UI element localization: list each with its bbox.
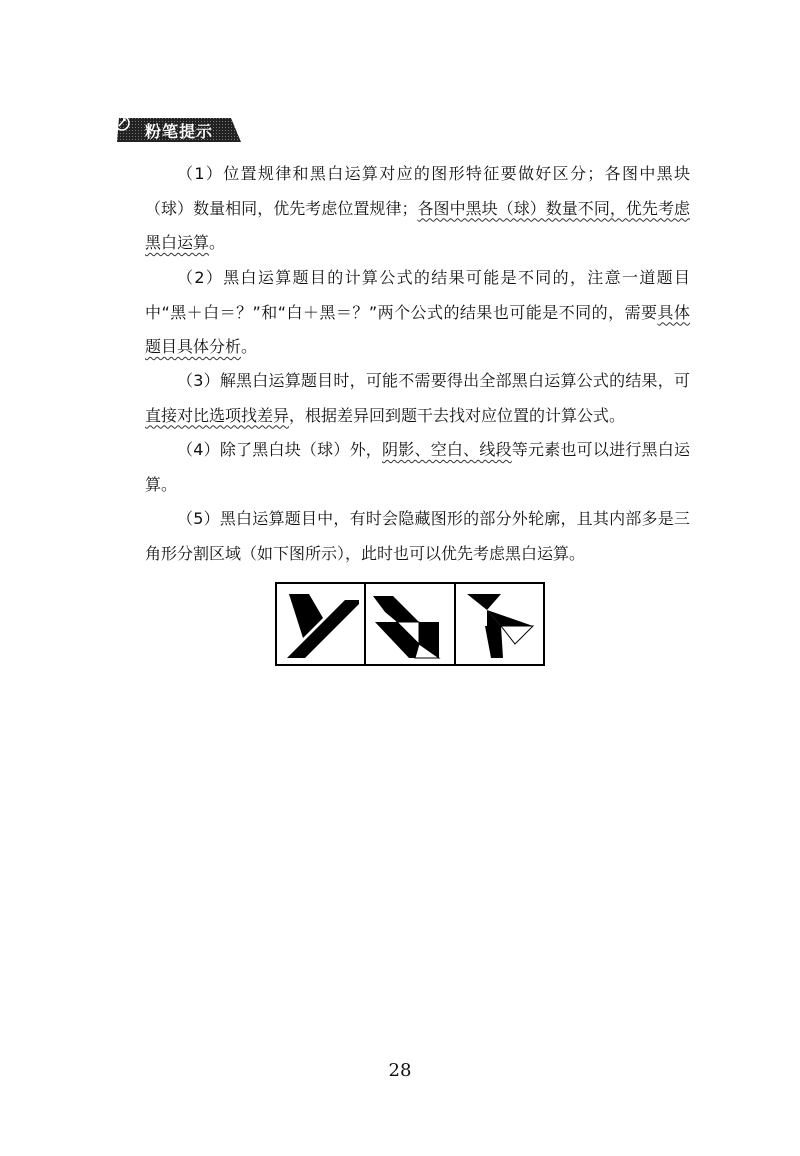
page-number: 28 — [388, 1060, 412, 1081]
tip-text: 。 — [241, 337, 258, 356]
tip-text: 。 — [209, 233, 226, 252]
tip-text: （3）解黑白运算题目时，可能不需要得出全部黑白运算公式的结果，可 — [177, 371, 690, 390]
emphasized-text: 直接对比选项找差异 — [145, 405, 290, 425]
tip-paragraph-4 — [145, 433, 690, 502]
tip-text: （5）黑白运算题目中，有时会隐藏图形的部分外轮廓，且其内部多是三角形分割区域（如下图所示），此时也可以优先考虑黑白运算。 — [145, 509, 690, 563]
emphasized-text: 阴影、空白、线段 — [382, 440, 512, 459]
tip-text: ，根据差异回到题干去找对应位置的计算公式。 — [289, 405, 626, 425]
example-figure — [275, 582, 545, 670]
emphasized-text: 具体题目具体分析 — [145, 302, 690, 356]
tip-text: 等元素也可以进行黑白运算。 — [145, 440, 690, 494]
triangle-panels-figure — [275, 582, 545, 666]
tip-paragraph-2 — [145, 261, 690, 365]
tip-text: （2）黑白运算题目的计算公式的结果可能是不同的，注意一道题目中“黑＋白＝？”和“白＋黑＝？”两个公式的结果也可能是不同的，需要 — [145, 268, 690, 322]
tip-paragraph-1 — [145, 157, 690, 261]
tip-paragraph-5 — [145, 502, 690, 571]
tip-text: （1）位置规律和黑白运算对应的图形特征要做好区分；各图中黑块（球）数量相同，优先考虑位置规律； — [145, 164, 690, 218]
badge-label: 粉笔提示 — [145, 122, 214, 141]
tip-paragraph-3 — [145, 364, 690, 433]
pen-icon — [113, 114, 131, 132]
tip-header-badge — [113, 114, 243, 146]
emphasized-text: 各图中黑块（球）数量不同，优先考虑黑白运算 — [145, 198, 690, 252]
tip-text: （4）除了黑白块（球）外， — [177, 440, 383, 459]
